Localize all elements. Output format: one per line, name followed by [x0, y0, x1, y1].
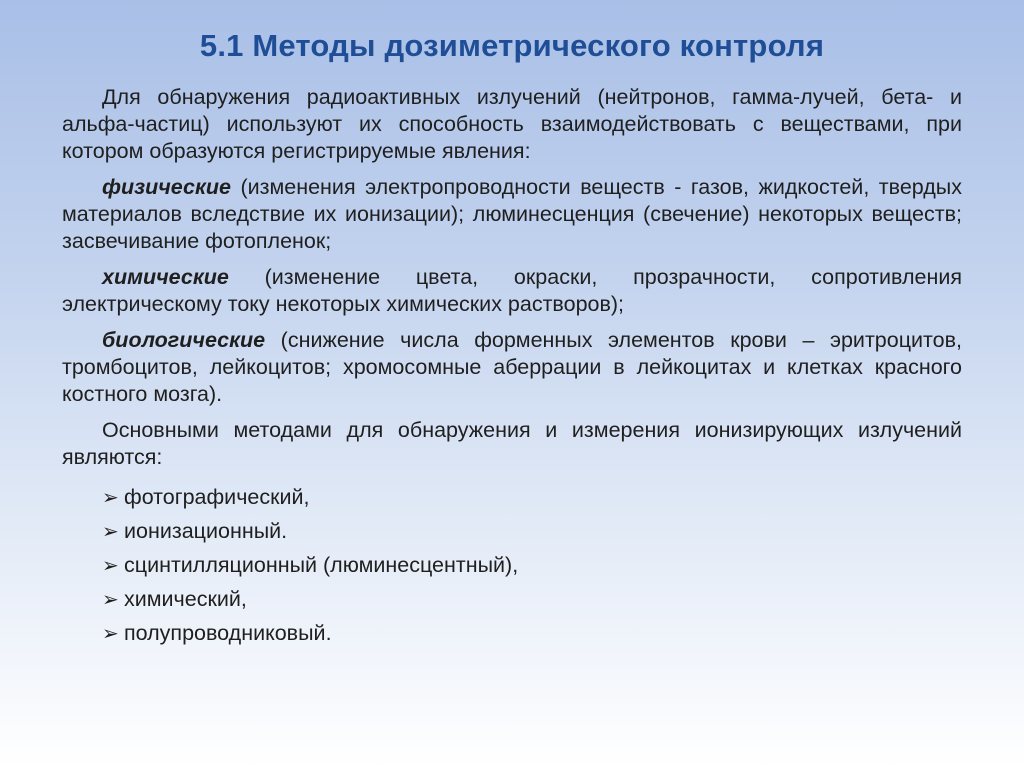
methods-intro-paragraph: Основными методами для обнаружения и измерения ионизирующих излучений являются:: [62, 418, 962, 469]
methods-list: [62, 480, 962, 650]
intro-paragraph: Для обнаружения радиоактивных излучений (нейтронов, гамма-лучей, бета- и альфа-частиц) используют их способность взаимодействовать с веществами, при котором образуются регистрируемые явления:: [62, 85, 962, 163]
method-label: полупроводниковый.: [124, 621, 332, 645]
arrow-bullet-icon: ➢: [102, 621, 119, 645]
arrow-bullet-icon: ➢: [102, 485, 119, 509]
category-physical: [62, 174, 962, 255]
category-biological: [62, 327, 962, 408]
category-term: биологические: [102, 328, 266, 352]
list-item: [102, 616, 962, 650]
list-item: [102, 480, 962, 514]
arrow-bullet-icon: ➢: [102, 587, 119, 611]
arrow-bullet-icon: ➢: [102, 519, 119, 543]
category-text: (изменение цвета, окраски, прозрачности, сопротивления электрическому току некоторых химических растворов);: [62, 265, 962, 316]
category-text: (изменения электропроводности веществ - газов, жидкостей, твердых материалов вследствие их ионизации); люминесценция (свечение) некоторых веществ; засвечивание фотопленок;: [62, 175, 962, 253]
category-text: (снижение числа форменных элементов крови – эритроцитов, тромбоцитов, лейкоцитов; хромосомные аберрации в лейкоцитах и клетках красного костного мозга).: [62, 328, 962, 406]
method-label: сцинтилляционный (люминесцентный),: [124, 553, 519, 577]
category-term: физические: [102, 175, 231, 199]
method-label: химический,: [124, 587, 247, 611]
method-label: ионизационный.: [124, 519, 288, 543]
slide-body: [62, 84, 962, 650]
list-item: [102, 548, 962, 582]
method-label: фотографический,: [124, 485, 310, 509]
arrow-bullet-icon: ➢: [102, 553, 119, 577]
list-item: [102, 514, 962, 548]
list-item: [102, 582, 962, 616]
category-term: химические: [102, 265, 229, 289]
category-chemical: [62, 264, 962, 318]
slide-title: 5.1 Методы дозиметрического контроля: [199, 28, 825, 63]
